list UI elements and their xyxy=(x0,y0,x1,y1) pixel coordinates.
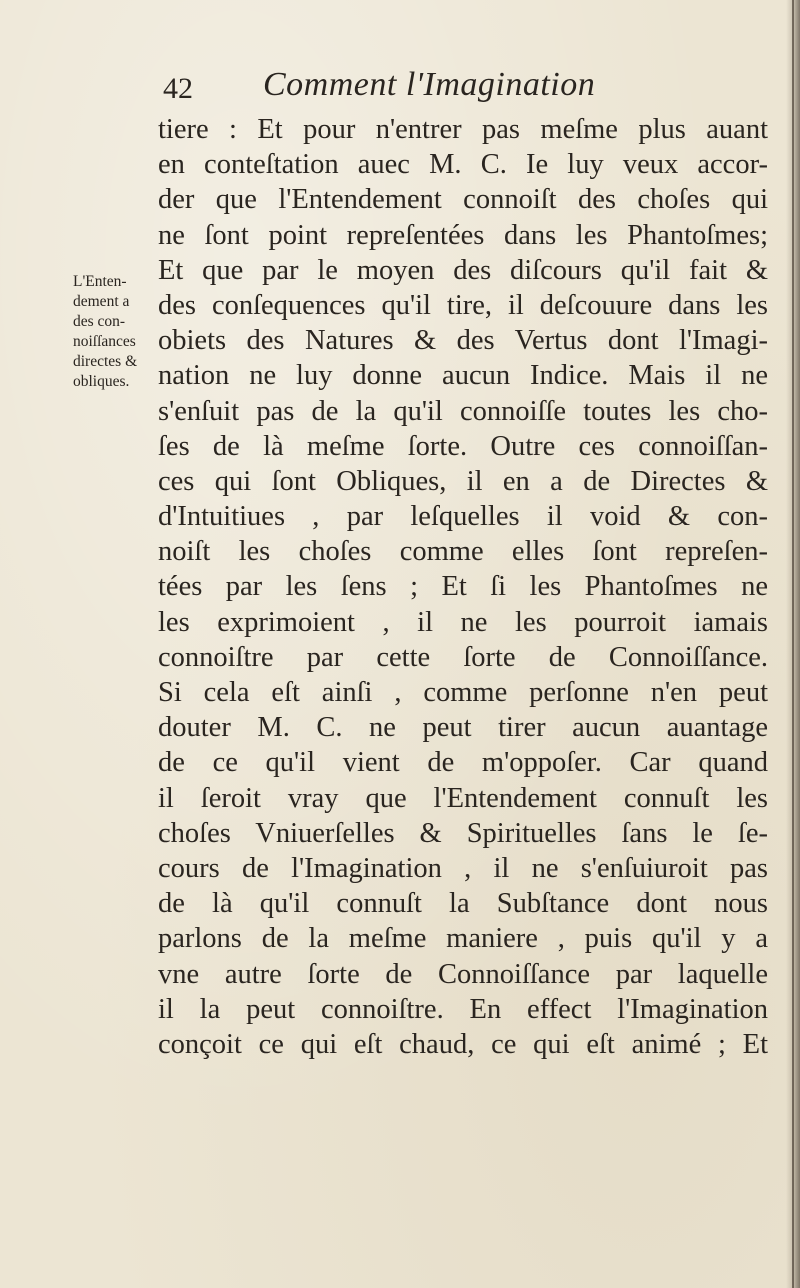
text-line: des conſequences qu'il tire, il deſcouure dans les xyxy=(158,289,768,321)
text-line: ne ſont point repreſentées dans les Phantoſmes; xyxy=(158,219,768,251)
text-line: ces qui ſont Obliques, il en a de Directes & xyxy=(158,465,768,497)
margin-note-line: obliques. xyxy=(73,373,130,390)
text-line: d'Intuitiues , par leſquelles il void & con- xyxy=(158,501,768,533)
text-line: Et que par le moyen des diſcours qu'il fait & xyxy=(158,254,768,286)
text-line: en conteſtation auec M. C. Ie luy veux accor- xyxy=(158,149,768,181)
page-edge-line xyxy=(792,0,794,1288)
text-line: cours de l'Imagination , il ne s'enſuiuroit pas xyxy=(158,852,768,884)
margin-note xyxy=(73,272,157,392)
text-line: connoiſtre par cette ſorte de Connoiſſance. xyxy=(158,641,768,673)
running-head xyxy=(163,66,743,118)
margin-note-line: L'Enten- xyxy=(73,273,127,290)
text-line: nation ne luy donne aucun Indice. Mais il ne xyxy=(158,360,768,392)
page-number: 42 xyxy=(163,72,193,105)
margin-note-line: dement a xyxy=(73,293,130,310)
text-line: ſes de là meſme ſorte. Outre ces connoiſſan- xyxy=(158,430,768,462)
body-text xyxy=(158,112,768,1062)
text-line: choſes Vniuerſelles & Spirituelles ſans le ſe- xyxy=(158,817,768,849)
text-line: tiere : Et pour n'entrer pas meſme plus auant xyxy=(158,114,768,145)
text-line: de là qu'il connuſt la Subſtance dont nous xyxy=(158,888,768,920)
margin-note-line: noiſſances xyxy=(73,333,136,350)
running-title: Comment l'Imagination xyxy=(263,66,596,103)
text-line: il la peut connoiſtre. En effect l'Imagination xyxy=(158,993,768,1025)
text-line: tées par les ſens ; Et ſi les Phantoſmes ne xyxy=(158,571,768,603)
text-line: Si cela eſt ainſi , comme perſonne n'en peut xyxy=(158,677,768,708)
text-line: obiets des Natures & des Vertus dont l'Imagi- xyxy=(158,325,768,357)
margin-note-line: directes & xyxy=(73,353,138,370)
text-line: vne autre ſorte de Connoiſſance par laquelle xyxy=(158,958,768,990)
text-line: noiſt les choſes comme elles ſont repreſen- xyxy=(158,536,768,568)
text-line: il ſeroit vray que l'Entendement connuſt les xyxy=(158,782,768,814)
text-line: der que l'Entendement connoiſt des choſes qui xyxy=(158,184,768,216)
text-line: s'enſuit pas de la qu'il connoiſſe toutes les cho- xyxy=(158,395,768,427)
text-line: conçoit ce qui eſt chaud, ce qui eſt animé ; Et xyxy=(158,1028,768,1060)
text-line: les exprimoient , il ne les pourroit iamais xyxy=(158,606,768,638)
text-line: de ce qu'il vient de m'oppoſer. Car quand xyxy=(158,747,768,779)
margin-note-line: des con- xyxy=(73,313,126,330)
text-line: parlons de la meſme maniere , puis qu'il y a xyxy=(158,923,768,955)
text-line: douter M. C. ne peut tirer aucun auantage xyxy=(158,712,768,744)
